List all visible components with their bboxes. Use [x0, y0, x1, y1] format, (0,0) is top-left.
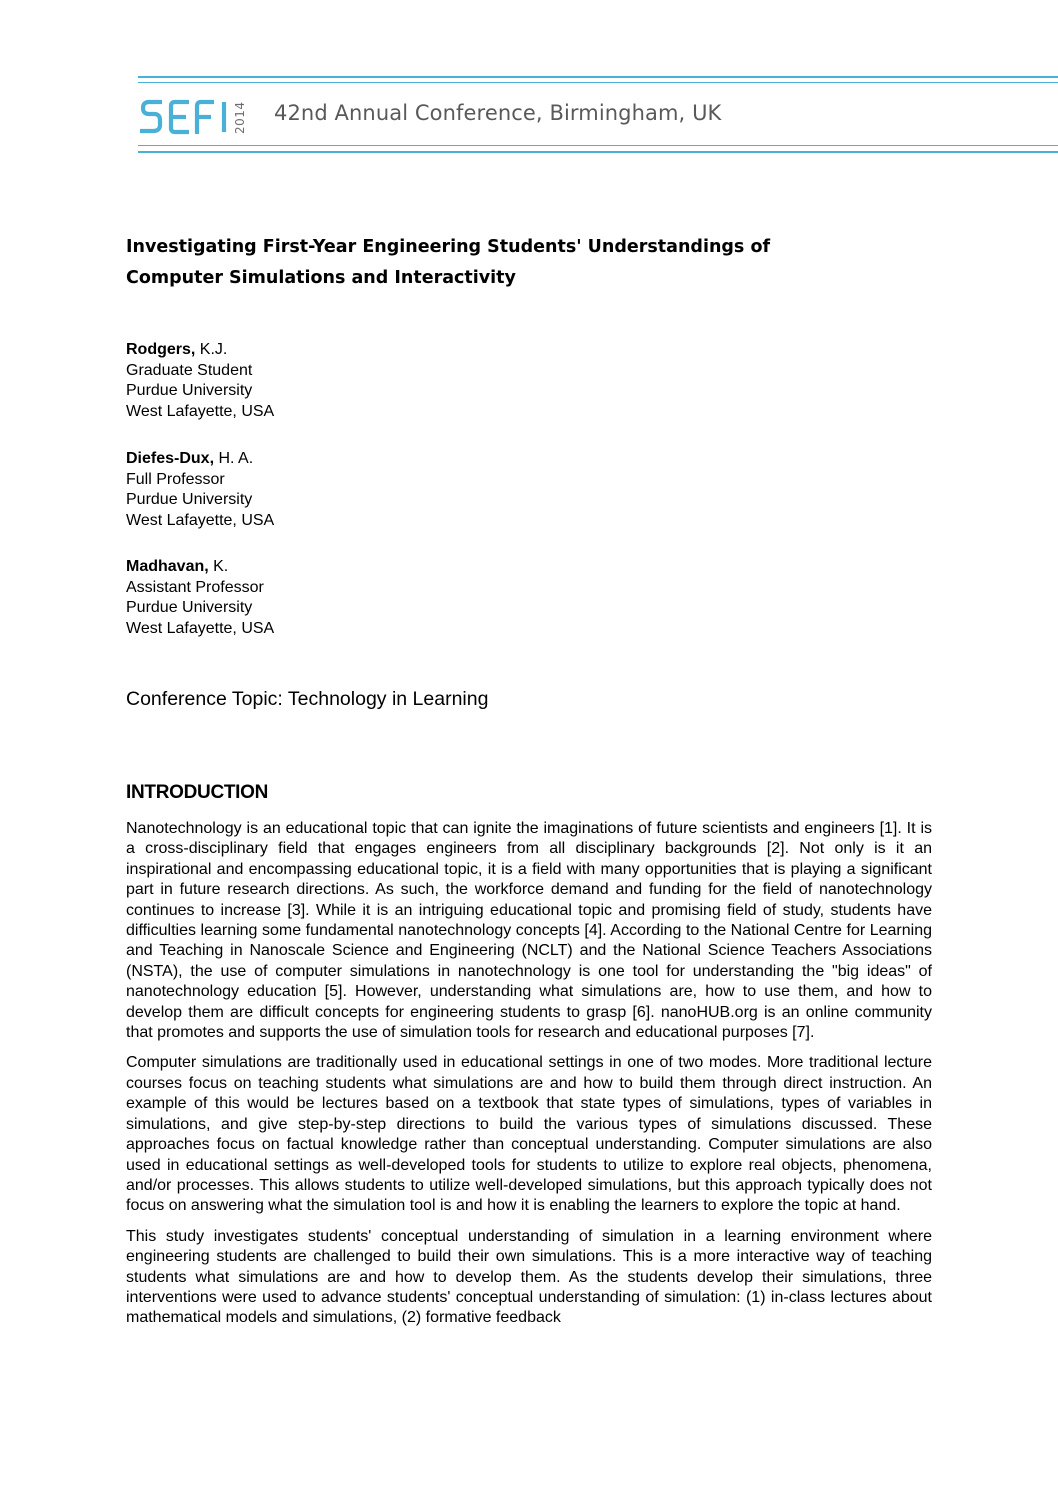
author-role: Assistant Professor [126, 578, 264, 596]
author-initials: H. A. [214, 450, 254, 467]
conference-topic: Conference Topic: Technology in Learning [126, 688, 489, 710]
sefi-logo-mark [138, 97, 238, 137]
sefi-logo [138, 97, 247, 142]
paragraph-1: Nanotechnology is an educational topic that can ignite the imaginations of future scientists and engineers [1]. It is a cross-disciplinary field that engages engineers from all disciplinary backgrounds [2]. Not only is it an inspirational and encompassing educational topic, it is a field with many opportunities that is playing a significant part in future research directions. As such, the workforce demand and funding for the field of nanotechnology continues to increase [3]. While it is an intriguing educational topic and promising field of study, students have difficulties learning some fundamental nanotechnology concepts [4]. According to the National Centre for Learning and Teaching in Nanoscale Science and Engineering (NCLT) and the National Science Teachers Associations (NSTA), the use of computer simulations in nanotechnology is one tool for understanding the "big ideas" of nanotechnology education [5]. However, understanding what simulations are, how to use them, and how to develop them are difficult concepts for engineering students to grasp [6]. nanoHUB.org is an online community that promotes and supports the use of simulation tools for research and educational purposes [7]. [126, 820, 932, 1042]
author-location: West Lafayette, USA [126, 403, 275, 421]
author-role: Full Professor [126, 470, 225, 488]
header-rule-bottom-1 [138, 145, 1058, 146]
logo-year: 2014 [233, 101, 247, 134]
author-location: West Lafayette, USA [126, 620, 275, 638]
section-heading: INTRODUCTION [126, 782, 269, 803]
author-block-2 [126, 449, 274, 532]
author-affiliation: Purdue University [126, 382, 253, 400]
body-text [126, 819, 932, 1339]
author-surname: Rodgers, [126, 341, 196, 358]
author-block-1 [126, 340, 274, 423]
author-block-3 [126, 557, 274, 640]
header-rule-top-1 [138, 76, 1058, 78]
paper-title [126, 232, 770, 294]
author-affiliation: Purdue University [126, 491, 253, 509]
author-initials: K.J. [195, 341, 228, 358]
author-surname: Diefes-Dux, [126, 450, 215, 467]
author-role: Graduate Student [126, 361, 253, 379]
paragraph-3: This study investigates students' conceptual understanding of simulation in a learning environment where engineering students are challenged to build their own simulations. This is a more interactive way of teaching students what simulations are and how to develop them. As the students develop their simulations, three interventions were used to advance students' conceptual understanding of simulation: (1) in-class lectures about mathematical models and simulations, (2) formative feedback [126, 1227, 932, 1327]
conference-name: 42nd Annual Conference, Birmingham, UK [274, 101, 722, 125]
title-line-1: Investigating First-Year Engineering Students' Understandings of [126, 237, 771, 257]
author-initials: K. [208, 558, 229, 575]
header-rule-bottom-2 [138, 151, 1058, 153]
author-surname: Madhavan, [126, 558, 209, 575]
author-location: West Lafayette, USA [126, 512, 275, 530]
title-line-2: Computer Simulations and Interactivity [126, 268, 516, 288]
author-affiliation: Purdue University [126, 599, 253, 617]
header-rule-top-2 [138, 82, 1058, 83]
paragraph-2: Computer simulations are traditionally used in educational settings in one of two modes. More traditional lecture courses focus on teaching students what simulations are and how to build them through direct instruction. An example of this would be lectures based on a textbook that state types of simulations, types of variables in simulations, and give step-by-step directions to build the various types of simulations discussed. These approaches focus on factual knowledge rather than conceptual understanding. Computer simulations are also used in educational settings as well-developed tools for students to utilize to explore real objects, phenomena, and/or processes. This allows students to utilize well-developed simulations, but this approach typically does not focus on answering what the simulation tool is and how it is enabling the learners to explore the topic at hand. [126, 1054, 932, 1215]
